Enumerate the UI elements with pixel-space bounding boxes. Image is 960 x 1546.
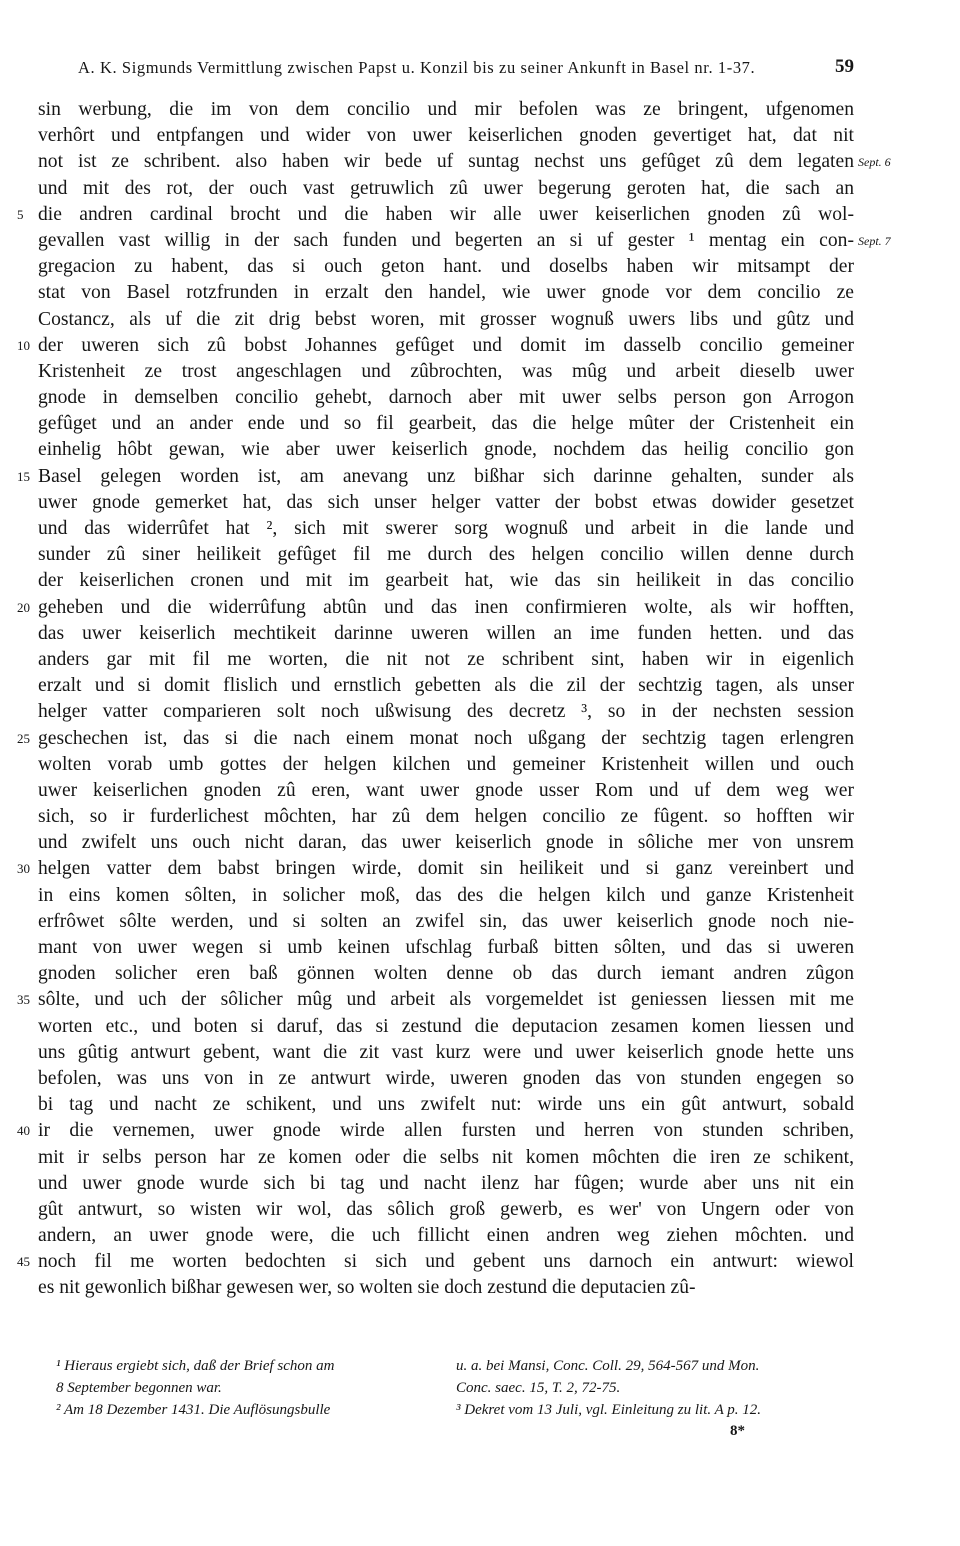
text-line (38, 280, 854, 306)
text-line (38, 359, 854, 385)
text-line (38, 1223, 854, 1249)
line-text: verhôrt und entpfangen und wider von uwer keiserlichen gnoden gevertiget hat, dat nit (38, 125, 854, 147)
running-header (78, 58, 854, 78)
line-text: wolten vorab umb gottes der helgen kilchen und gemeiner Kristenheit willen und ouch (38, 753, 854, 775)
margin-date-note: Sept. 6 (858, 155, 891, 170)
text-line (38, 1197, 854, 1223)
line-text: die andren cardinal brocht und die haben wir alle uwer keiserlichen gnoden zû wol- (38, 203, 854, 225)
line-text: geheben und die widerrûfung abtûn und das inen confirmieren wolte, als wir hofften, (38, 596, 854, 618)
line-number: 15 (17, 468, 30, 484)
line-text: uns gûtig antwurt gebent, want die zit vast kurz were und uwer keiserlich gnode hette uns (38, 1041, 854, 1063)
text-line (38, 1145, 854, 1171)
text-line (38, 673, 854, 699)
text-line (38, 935, 854, 961)
line-text: gnode in demselben concilio gehebt, darnoch aber mit uwer selbs person gon Arrogon (38, 387, 854, 409)
text-line (17, 856, 854, 882)
text-line (38, 176, 854, 202)
line-number: 45 (17, 1254, 30, 1270)
line-text: es nit gewonlich bißhar gewesen wer, so wolten sie doch zestund die deputacien zû- (38, 1277, 696, 1299)
line-number: 10 (17, 337, 30, 353)
line-text: noch fil me worten bedochten si sich und gebent uns darnoch ein antwurt: wiewol (38, 1251, 854, 1273)
line-text: sin werbung, die im von dem concilio und mir befolen was ze bringent, ufgenomen (38, 99, 854, 120)
line-text: bi tag und nacht ze schikent, und uns zwifelt nut: wirde uns ein gût antwurt, sobald (38, 1094, 854, 1116)
line-text: erfrôwet sôlte werden, und si solten an zwifel sin, das uwer keiserlich gnode noch nie- (38, 910, 854, 932)
text-line (38, 123, 854, 149)
text-line (38, 254, 854, 280)
line-text: in eins komen sôlten, in solicher moß, das des die helgen kilch und ganze Kristenheit (38, 884, 854, 906)
footnote-line: Conc. saec. 15, T. 2, 72-75. (456, 1380, 621, 1396)
text-line (38, 385, 854, 411)
text-line (17, 726, 854, 752)
text-line (38, 621, 854, 647)
line-text: helger vatter comparieren solt noch ußwisung des decretz ³, so in der nechsten session (38, 701, 854, 723)
text-line (38, 1275, 854, 1301)
line-text: mant von uwer wegen si umb keinen ufschlag furbaß bitten sôlten, und das si uweren (38, 937, 854, 958)
text-line (38, 149, 891, 175)
line-text: einhelig hôbt gewan, wie aber uwer keiserlich gnode, nochdem das heilig concilio gon (38, 439, 854, 461)
line-number: 20 (17, 599, 30, 615)
text-line (38, 1092, 854, 1118)
line-text: der keiserlichen cronen und mit im gearbeit hat, wie das sin heilikeit in das concilio (38, 570, 854, 592)
line-text: sich, so ir furderlichest môchten, har zû dem helgen concilio ze fûgent. so hofften wir (38, 806, 854, 828)
text-line (17, 1118, 854, 1144)
text-line (38, 804, 854, 830)
text-line (17, 1249, 854, 1275)
text-line (17, 595, 854, 621)
text-line (17, 333, 854, 359)
text-line (38, 437, 854, 463)
main-text (17, 97, 891, 1302)
text-line (38, 568, 854, 594)
footnotes-right-column (456, 1355, 876, 1421)
line-text: der uweren sich zû bobst Johannes gefûget und domit im dasselb concilio gemeiner (38, 334, 854, 356)
footnote-line: ¹ Hieraus ergiebt sich, daß der Brief schon am (56, 1358, 335, 1374)
line-text: gefûget und an ander ende und so fil gearbeit, das die helge mûter der Cristenheit ein (38, 413, 854, 435)
footnote-line: ³ Dekret vom 13 Juli, vgl. Einleitung zu lit. A p. 12. (456, 1402, 762, 1418)
line-text: gnoden solicher eren baß gönnen wolten denne ob das durch iemant andren zûgon (38, 963, 854, 985)
line-text: Basel gelegen worden ist, am anevang unz bißhar sich darinne gehalten, sunder als (38, 465, 854, 487)
line-text: und mit des rot, der ouch vast getruwlich zû uwer begerung geroten hat, die sach an (38, 177, 854, 199)
line-text: gevallen vast willig in der sach funden und begerten an si uf gester ¹ mentag ein con- (38, 229, 854, 251)
footnote-line: u. a. bei Mansi, Conc. Coll. 29, 564-567 und Mon. (456, 1358, 760, 1374)
margin-date-note: Sept. 7 (858, 233, 891, 248)
line-text: mit ir selbs person har ze komen oder die selbs nit komen môchten die iren ze schikent, (38, 1146, 854, 1168)
text-line (38, 542, 854, 568)
line-text: sunder zû siner heilikeit gefûget fil me durch des helgen concilio willen denne durch (38, 544, 854, 566)
footnote-line: ² Am 18 Dezember 1431. Die Auflösungsbulle (56, 1402, 331, 1418)
text-line (38, 752, 854, 778)
line-text: stat von Basel rotzfrunden in erzalt den handel, wie uwer gnode vor dem concilio ze (38, 282, 854, 304)
line-text: ir die vernemen, uwer gnode wirde allen fursten und herren von stunden schriben, (38, 1120, 854, 1142)
line-text: worten etc., und boten si daruf, das si zestund die deputacion zesamen komen liessen und (38, 1015, 854, 1037)
text-line (38, 516, 854, 542)
line-number: 35 (17, 992, 30, 1008)
text-line (38, 490, 854, 516)
line-text: sôlte, und uch der sôlicher mûg und arbeit als vorgemeldet ist geniessen liessen mit me (38, 989, 854, 1011)
text-line (38, 307, 854, 333)
line-text: uwer gnode gemerket hat, das sich unser helger vatter der bobst etwas dowider gesetzet (38, 491, 854, 513)
line-number: 5 (17, 206, 24, 222)
line-text: gregacion zu habent, das si ouch geton hant. und doselbs haben wir mitsampt der (38, 256, 854, 278)
text-line (38, 909, 854, 935)
text-line (38, 228, 891, 254)
line-text: gût antwurt, so wisten wir wol, das sôlich groß gewerb, es wer' von Ungern oder von (38, 1198, 854, 1220)
line-text: not ist ze schribent. also haben wir bede uf suntag nechst uns gefûget zû dem legaten (38, 151, 854, 173)
line-text: und das widerrûfet hat ², sich mit swerer sorg wognuß und arbeit in die lande und (38, 518, 854, 539)
text-line (38, 97, 854, 123)
line-text: Kristenheit ze trost angeschlagen und zûbrochten, was mûg und arbeit dieselb uwer (38, 360, 854, 382)
text-line (38, 1171, 854, 1197)
line-text: helgen vatter dem babst bringen wirde, domit sin heilikeit und si ganz vereinbert und (38, 858, 854, 880)
text-line (38, 883, 854, 909)
page-number: 59 (835, 56, 854, 77)
line-text: und zwifelt uns ouch nicht daran, das uwer keiserlich gnode in sôliche mer von unsrem (38, 832, 854, 854)
line-number: 30 (17, 861, 30, 877)
line-text: das uwer keiserlich mechtikeit darinne uweren willen an ime funden hetten. und das (38, 622, 854, 644)
line-text: Costancz, als uf die zit drig bebst woren, mit grosser wognuß uwers libs und gûtz und (38, 308, 854, 330)
line-number: 25 (17, 730, 30, 746)
line-text: geschechen ist, das si die nach einem monat noch ußgang der sechtzig tagen erlengren (38, 727, 854, 749)
line-text: erzalt und si domit flislich und ernstlich gebetten als die zil der sechtzig tagen, als unser (38, 675, 854, 697)
running-title: A. K. Sigmunds Vermittlung zwischen Papst u. Konzil bis zu seiner Ankunft in Basel nr. 1-37. (78, 58, 756, 77)
line-text: und uwer gnode wurde sich bi tag und nacht ilenz har fûgen; wurde aber uns nit ein (38, 1172, 854, 1194)
text-line (38, 1040, 854, 1066)
footnotes-left-column (56, 1355, 456, 1421)
text-line (38, 699, 854, 725)
footnote-line: 8 September begonnen war. (56, 1380, 222, 1396)
text-line (38, 1014, 854, 1040)
line-text: anders gar mit fil me worten, die nit not ze schribent sint, haben wir in eigenlich (38, 648, 854, 670)
text-line (38, 961, 854, 987)
line-text: uwer keiserlichen gnoden zû eren, want uwer gnode usser Rom und uf dem weg wer (38, 779, 854, 801)
text-line (38, 830, 854, 856)
text-line (38, 778, 854, 804)
text-line (17, 464, 854, 490)
text-line (38, 1066, 854, 1092)
line-text: andern, an uwer gnode were, die uch fillicht einen andren weg ziehen môchten. und (38, 1225, 854, 1247)
signature-mark: 8* (730, 1423, 745, 1439)
line-text: befolen, was uns von in ze antwurt wirde, uweren gnoden das von stunden engegen so (38, 1067, 854, 1089)
text-line (17, 987, 854, 1013)
line-number: 40 (17, 1123, 30, 1139)
text-line (38, 647, 854, 673)
text-line (17, 202, 854, 228)
text-line (38, 411, 854, 437)
